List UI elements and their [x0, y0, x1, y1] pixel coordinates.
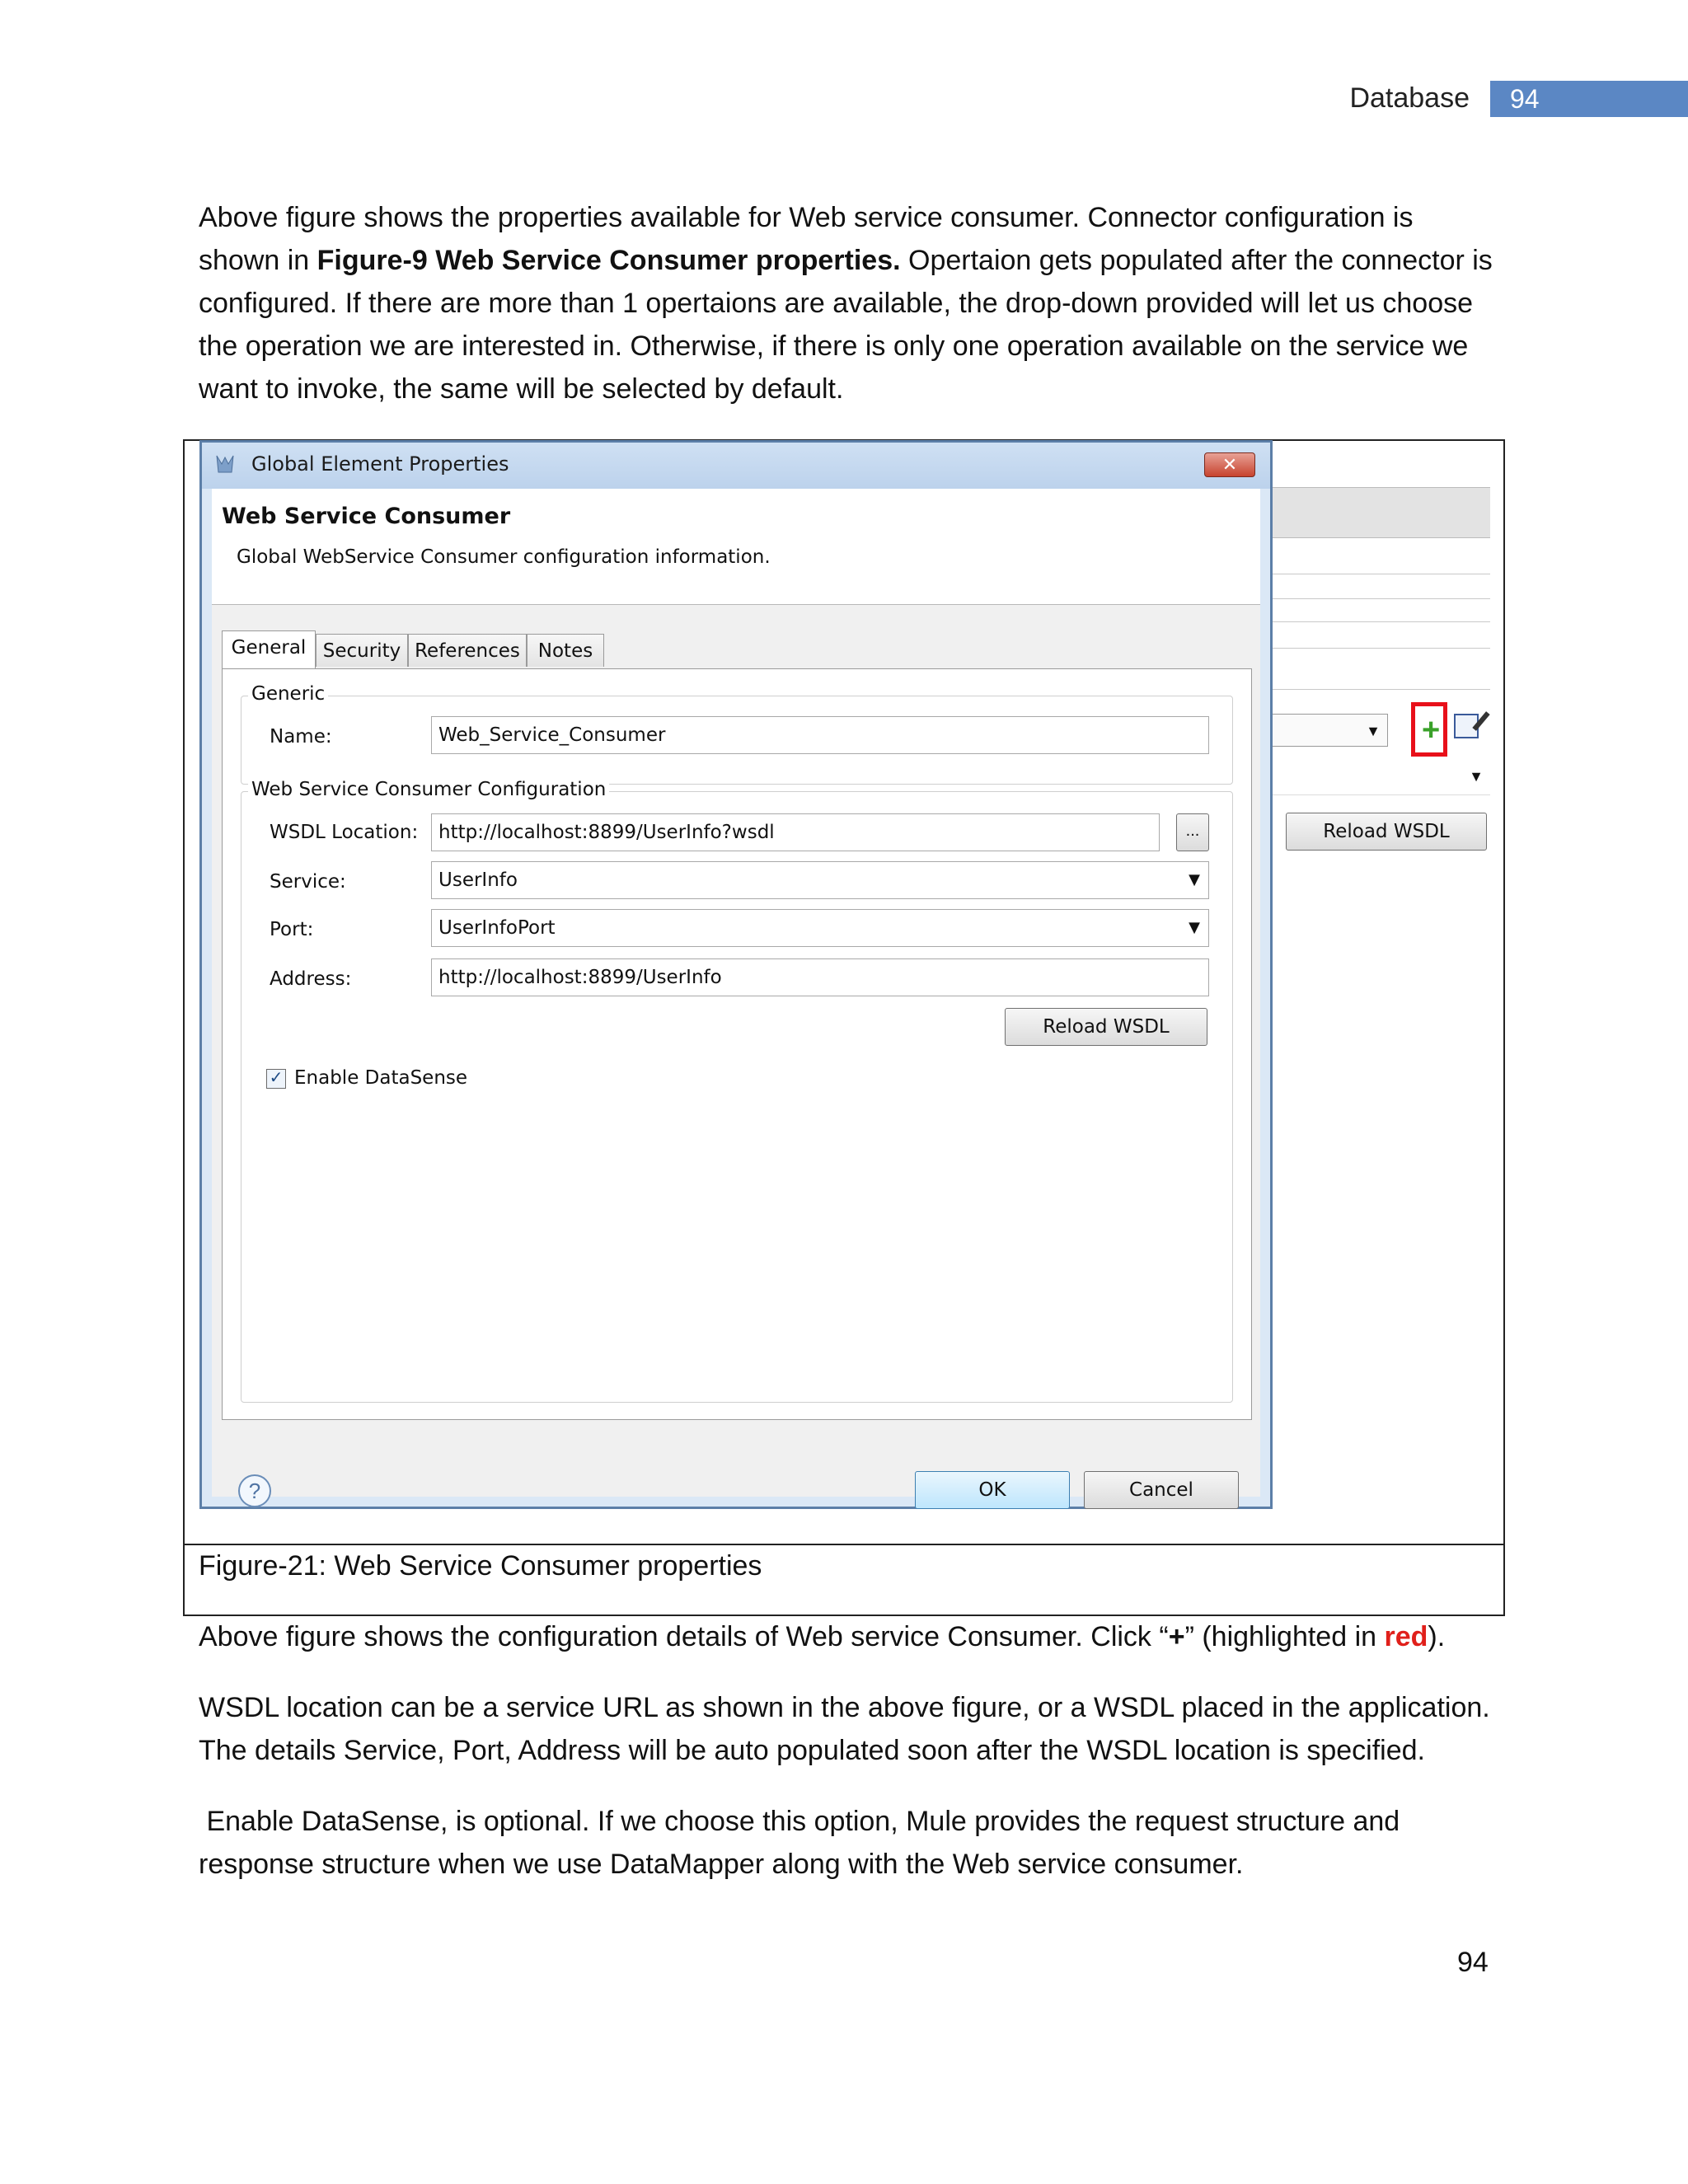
dialog-title: Global Element Properties — [251, 452, 509, 476]
intro-bold-reference: Figure-9 Web Service Consumer properties. — [316, 245, 901, 276]
service-select[interactable] — [431, 861, 1209, 899]
cancel-button[interactable]: Cancel — [1084, 1471, 1239, 1509]
reload-wsdl-button-background[interactable]: Reload WSDL — [1286, 813, 1487, 851]
intro-text-2: Opertaion gets populated after the connector is configured. If there are more than 1 opertaions are available, the drop-down provided will let us choose the operation we are interested in. Otherwise, if there is only one operation available on the service we want to invoke, the same will be selected by default. — [199, 245, 1493, 405]
service-label: Service: — [270, 871, 346, 893]
banner-title: Web Service Consumer — [222, 504, 511, 529]
checkmark-icon: ✓ — [269, 1069, 284, 1087]
chevron-down-icon: ▼ — [1366, 723, 1381, 739]
edit-icon[interactable] — [1454, 714, 1479, 738]
para2-text-3: ). — [1428, 1621, 1446, 1652]
port-label: Port: — [270, 919, 314, 940]
wsdl-location-field[interactable]: http://localhost:8899/UserInfo?wsdl — [431, 813, 1160, 851]
para2-text-1: Above figure shows the configuration details of Web service Consumer. Click “ — [199, 1621, 1169, 1652]
header-section-title: Database — [1349, 82, 1470, 114]
tab-references[interactable]: References — [408, 634, 527, 667]
enable-datasense-checkbox[interactable] — [266, 1069, 286, 1089]
divider — [1273, 621, 1490, 622]
figure-caption: Figure-21: Web Service Consumer properties — [199, 1550, 762, 1582]
para2-red-word: red — [1384, 1621, 1428, 1652]
add-config-highlight[interactable] — [1411, 702, 1447, 757]
port-select[interactable] — [431, 909, 1209, 947]
port-selected-value: UserInfoPort — [438, 917, 556, 939]
para2-plus: + — [1168, 1621, 1185, 1652]
address-field[interactable]: http://localhost:8899/UserInfo — [431, 958, 1209, 996]
background-header-strip — [1273, 487, 1490, 538]
chevron-down-icon: ▼ — [1469, 768, 1484, 785]
paragraph-click-plus — [199, 1615, 1501, 1658]
name-field[interactable]: Web_Service_Consumer — [431, 716, 1209, 754]
reload-wsdl-button[interactable]: Reload WSDL — [1005, 1008, 1207, 1046]
divider — [1273, 598, 1490, 599]
footer-page-number: 94 — [1457, 1947, 1489, 1978]
plus-icon[interactable]: + — [1422, 713, 1441, 748]
intro-paragraph — [199, 196, 1501, 410]
help-icon[interactable]: ? — [238, 1474, 271, 1507]
global-element-properties-dialog — [199, 440, 1273, 1509]
chevron-down-icon: ▼ — [1189, 919, 1200, 936]
dialog-client-area — [212, 489, 1260, 1503]
operation-dropdown[interactable] — [1273, 714, 1388, 747]
generic-group-label: Generic — [248, 683, 328, 705]
divider — [1273, 689, 1490, 690]
browse-wsdl-button[interactable]: ... — [1176, 813, 1209, 851]
mule-app-icon — [215, 454, 235, 476]
tab-notes[interactable]: Notes — [527, 634, 604, 667]
close-icon: ✕ — [1221, 454, 1238, 475]
tab-general[interactable]: General — [222, 630, 316, 668]
figure-caption-divider — [183, 1544, 1505, 1545]
general-tab-panel — [222, 668, 1252, 1420]
divider — [1273, 648, 1490, 649]
chevron-down-icon: ▼ — [1189, 871, 1200, 888]
secondary-dropdown[interactable] — [1273, 760, 1490, 795]
tab-security[interactable]: Security — [316, 634, 408, 667]
para2-text-2: ” (highlighted in — [1184, 1621, 1385, 1652]
address-label: Address: — [270, 968, 352, 990]
ok-button[interactable]: OK — [915, 1471, 1070, 1509]
generic-group — [241, 683, 1233, 785]
dialog-titlebar — [202, 443, 1270, 489]
wsc-configuration-group — [241, 779, 1233, 1403]
background-window — [1273, 442, 1490, 1513]
enable-datasense-label: Enable DataSense — [294, 1067, 468, 1089]
close-button[interactable] — [1204, 452, 1255, 477]
configuration-group-label: Web Service Consumer Configuration — [248, 779, 609, 800]
header-page-badge: 94 — [1490, 81, 1688, 117]
banner-description: Global WebService Consumer configuration information. — [237, 546, 771, 568]
paragraph-wsdl-location: WSDL location can be a service URL as shown in the above figure, or a WSDL placed in the application. The details Service, Port, Address will be auto populated soon after the WSDL location is specified. — [199, 1692, 1490, 1766]
wsdl-location-label: WSDL Location: — [270, 822, 419, 843]
paragraph-datasense: Enable DataSense, is optional. If we choose this option, Mule provides the request structure and response structure when we use DataMapper along with the Web service consumer. — [199, 1806, 1408, 1880]
dialog-banner — [212, 489, 1260, 605]
intro-text-1: Above figure shows the properties available for Web service consumer. Connector configuration is shown in — [199, 202, 1414, 276]
name-label: Name: — [270, 726, 332, 748]
service-selected-value: UserInfo — [438, 869, 518, 891]
